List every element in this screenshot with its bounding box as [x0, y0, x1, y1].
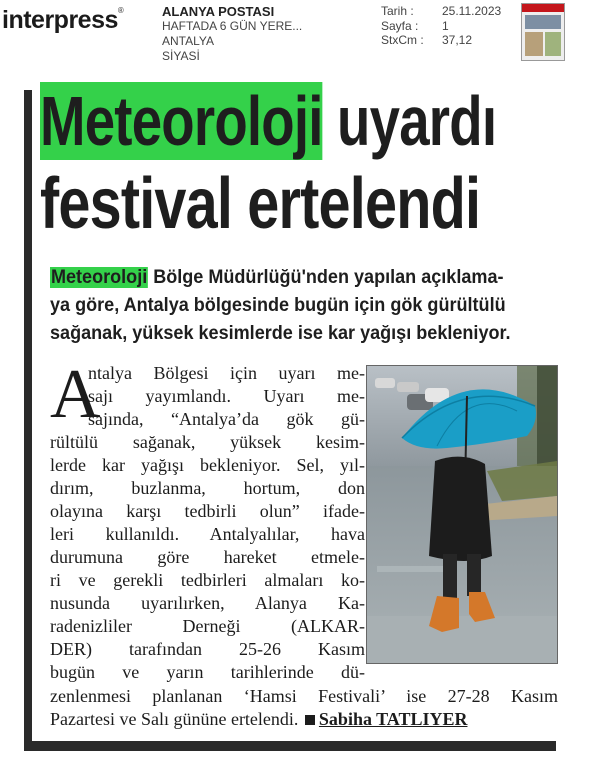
byline: Sabiha TATLIYER: [318, 709, 468, 729]
headline-line-2: festival ertelendi: [40, 164, 481, 244]
deck-line-3: sağanak, yüksek kesimlerde ise kar yağışı bekleniyor.: [50, 323, 511, 344]
umbrella-photo: [366, 365, 558, 664]
closing-line: [50, 708, 558, 731]
deck-line-1: Bölge Müdürlüğü'nden yapılan açıklama-: [148, 267, 504, 288]
body-line: ri ve gerekli tedbirleri almaları ko-: [50, 570, 365, 590]
publication-name: ALANYA POSTASI: [162, 4, 275, 19]
body-line: olayına karşı tedbirli olun” ifade-: [50, 501, 365, 521]
body-line: sajı yayımlandı. Uyarı me-: [88, 386, 365, 406]
body-line: leri kullanıldı. Antalyalılar, hava: [50, 524, 365, 544]
clipping-meta: [381, 4, 501, 48]
body-line: radenizliler Derneği (ALKAR-: [50, 616, 365, 636]
body-line: nusunda uyarılırken, Alanya Ka-: [50, 593, 365, 613]
body-line: DER) tarafından 25-26 Kasım: [50, 639, 365, 659]
body-line: lerde kar yağışı bekleniyor. Sel, yıl-: [50, 455, 365, 475]
body-line: Pazartesi ve Salı gününe ertelendi.: [50, 709, 299, 729]
page-thumbnail[interactable]: [521, 3, 565, 61]
interpress-logo: interpress®: [2, 6, 124, 34]
body-line: rültülü sağanak, yüksek kesim-: [50, 432, 365, 452]
stxcm-value: 37,12: [442, 33, 473, 47]
page-label: Sayfa :: [381, 18, 419, 33]
date-label: Tarih :: [381, 4, 414, 18]
byline-square-icon: [305, 715, 315, 725]
article-deck: [50, 264, 563, 348]
publication-frequency: HAFTADA 6 GÜN YERE...: [162, 19, 303, 33]
drop-cap: A: [50, 356, 101, 433]
headline-rest: uyardı: [322, 82, 497, 160]
body-line: sajında, “Antalya’da gök gü-: [88, 409, 365, 429]
body-line: durumuna göre hareket etmele-: [50, 547, 365, 567]
date-value: 25.11.2023: [442, 4, 502, 18]
body-line: bugün ve yarın tarihlerinde dü-: [50, 662, 365, 682]
headline-line-1: [40, 82, 497, 160]
body-line: ntalya Bölgesi için uyarı me-: [88, 363, 365, 383]
deck-line-2: ya göre, Antalya bölgesinde bugün için gök gürültülü: [50, 295, 506, 316]
publication-info: [162, 4, 302, 64]
headline-highlight: Meteoroloji: [40, 82, 323, 160]
publication-section: SİYASİ: [162, 49, 200, 63]
article-body: [50, 356, 365, 684]
deck-highlight: Meteoroloji: [50, 267, 148, 288]
body-line: dırım, buzlanma, hortum, don: [50, 478, 365, 498]
publication-city: ANTALYA: [162, 34, 215, 48]
stxcm-label: StxCm :: [381, 33, 424, 47]
left-rule: [24, 90, 32, 745]
body-line: zenlenmesi planlanan ‘Hamsi Festivali’ ise 27-28 Kasım: [50, 686, 558, 706]
bottom-rule: [24, 741, 556, 751]
page-value: 1: [442, 18, 449, 33]
